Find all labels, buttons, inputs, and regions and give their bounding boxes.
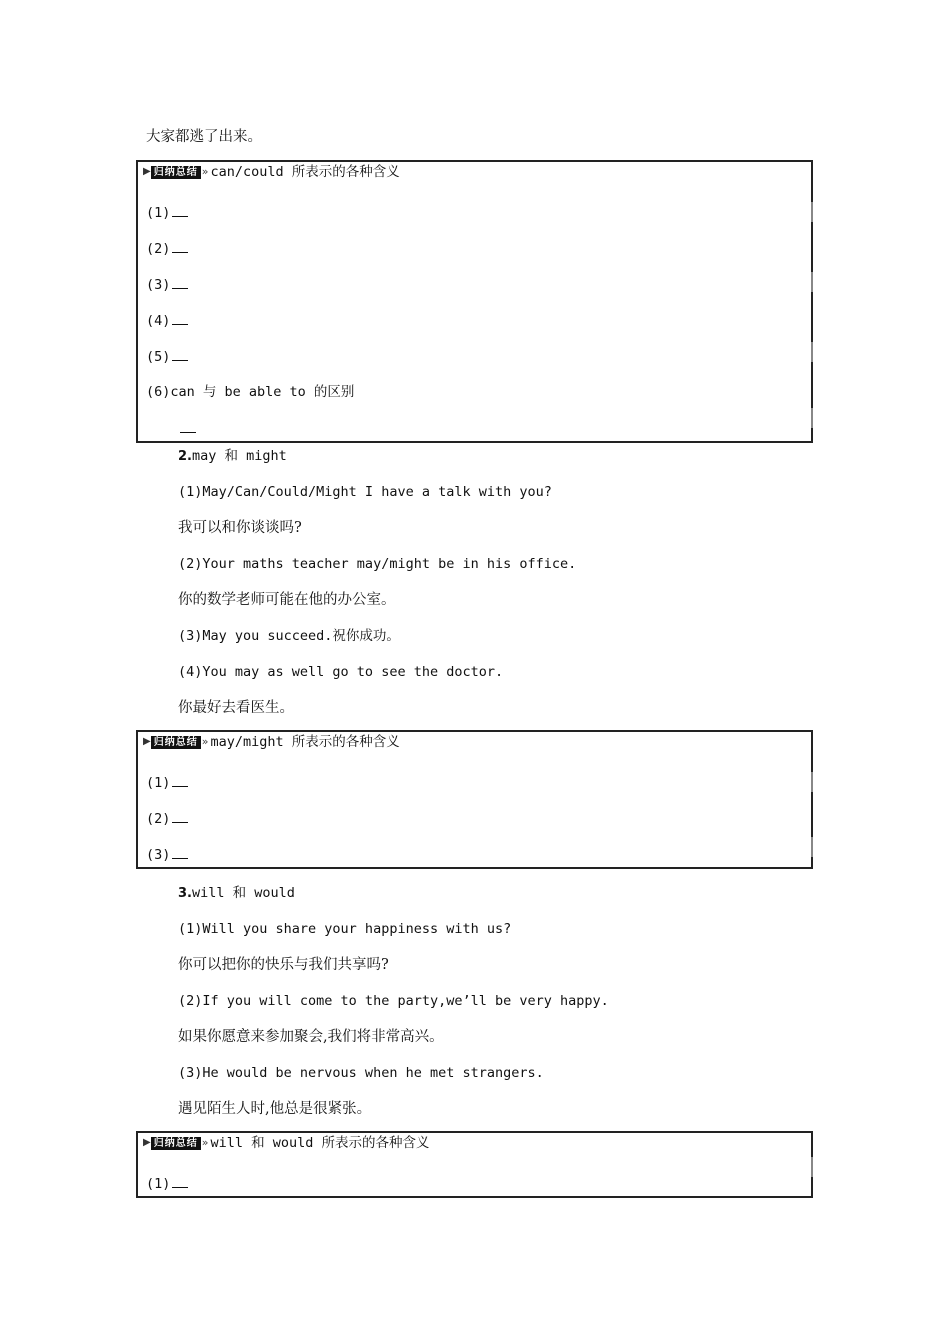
answer-item: (2) xyxy=(146,238,188,259)
answer-blank xyxy=(172,844,188,859)
summary-tag-label: 归纳总结 xyxy=(151,1137,201,1150)
example-line: (3)May you succeed.祝你成功。 xyxy=(178,628,400,644)
summary-box-title xyxy=(143,1133,429,1153)
body-text: 大家都逃了出来。 xyxy=(146,129,262,145)
summary-title-text: may/might 所表示的各种含义 xyxy=(210,734,400,750)
answer-blank xyxy=(172,202,188,217)
section-heading: 2.may 和 might xyxy=(178,448,287,464)
summary-tag-label: 归纳总结 xyxy=(151,736,201,749)
translation-line: 我可以和你谈谈吗? xyxy=(178,520,302,536)
example-line: (2)If you will come to the party,we’ll be very happy. xyxy=(178,993,609,1009)
answer-blank xyxy=(172,310,188,325)
summary-box-title xyxy=(143,162,400,182)
answer-item: (4) xyxy=(146,310,188,331)
translation-line: 遇见陌生人时,他总是很紧张。 xyxy=(178,1101,372,1117)
example-line: (2)Your maths teacher may/might be in his office. xyxy=(178,556,577,572)
answer-item: (5) xyxy=(146,346,188,367)
translation-line: 你的数学老师可能在他的办公室。 xyxy=(178,592,396,608)
summary-title-text: can/could 所表示的各种含义 xyxy=(210,164,400,180)
answer-item: (1) xyxy=(146,202,188,223)
example-line: (3)He would be nervous when he met strangers. xyxy=(178,1065,544,1081)
summary-tag-icon: ▶ 归纳总结 » xyxy=(143,1136,209,1149)
answer-item: (1) xyxy=(146,1173,188,1194)
example-line: (1)May/Can/Could/Might I have a talk with you? xyxy=(178,484,552,500)
answer-blank xyxy=(172,238,188,253)
example-line: (1)Will you share your happiness with us? xyxy=(178,921,512,937)
answer-blank xyxy=(172,346,188,361)
summary-tag-icon: ▶ 归纳总结 » xyxy=(143,735,209,748)
answer-blank xyxy=(172,274,188,289)
answer-item: (6)can 与 be able to 的区别 xyxy=(146,384,355,400)
summary-tag-icon: ▶ 归纳总结 » xyxy=(143,165,209,178)
example-line: (4)You may as well go to see the doctor. xyxy=(178,664,504,680)
summary-tag-label: 归纳总结 xyxy=(151,166,201,179)
summary-title-text: will 和 would 所表示的各种含义 xyxy=(210,1135,430,1151)
section-heading: 3.will 和 would xyxy=(178,885,295,901)
answer-item: (3) xyxy=(146,274,188,295)
answer-blank xyxy=(178,418,196,439)
answer-item: (2) xyxy=(146,808,188,829)
answer-blank xyxy=(172,808,188,823)
translation-line: 如果你愿意来参加聚会,我们将非常高兴。 xyxy=(178,1029,444,1045)
answer-blank xyxy=(172,772,188,787)
summary-box-title xyxy=(143,732,400,752)
translation-line: 你可以把你的快乐与我们共享吗? xyxy=(178,957,389,973)
answer-item: (3) xyxy=(146,844,188,865)
answer-item: (1) xyxy=(146,772,188,793)
answer-blank xyxy=(172,1173,188,1188)
translation-line: 你最好去看医生。 xyxy=(178,700,294,716)
